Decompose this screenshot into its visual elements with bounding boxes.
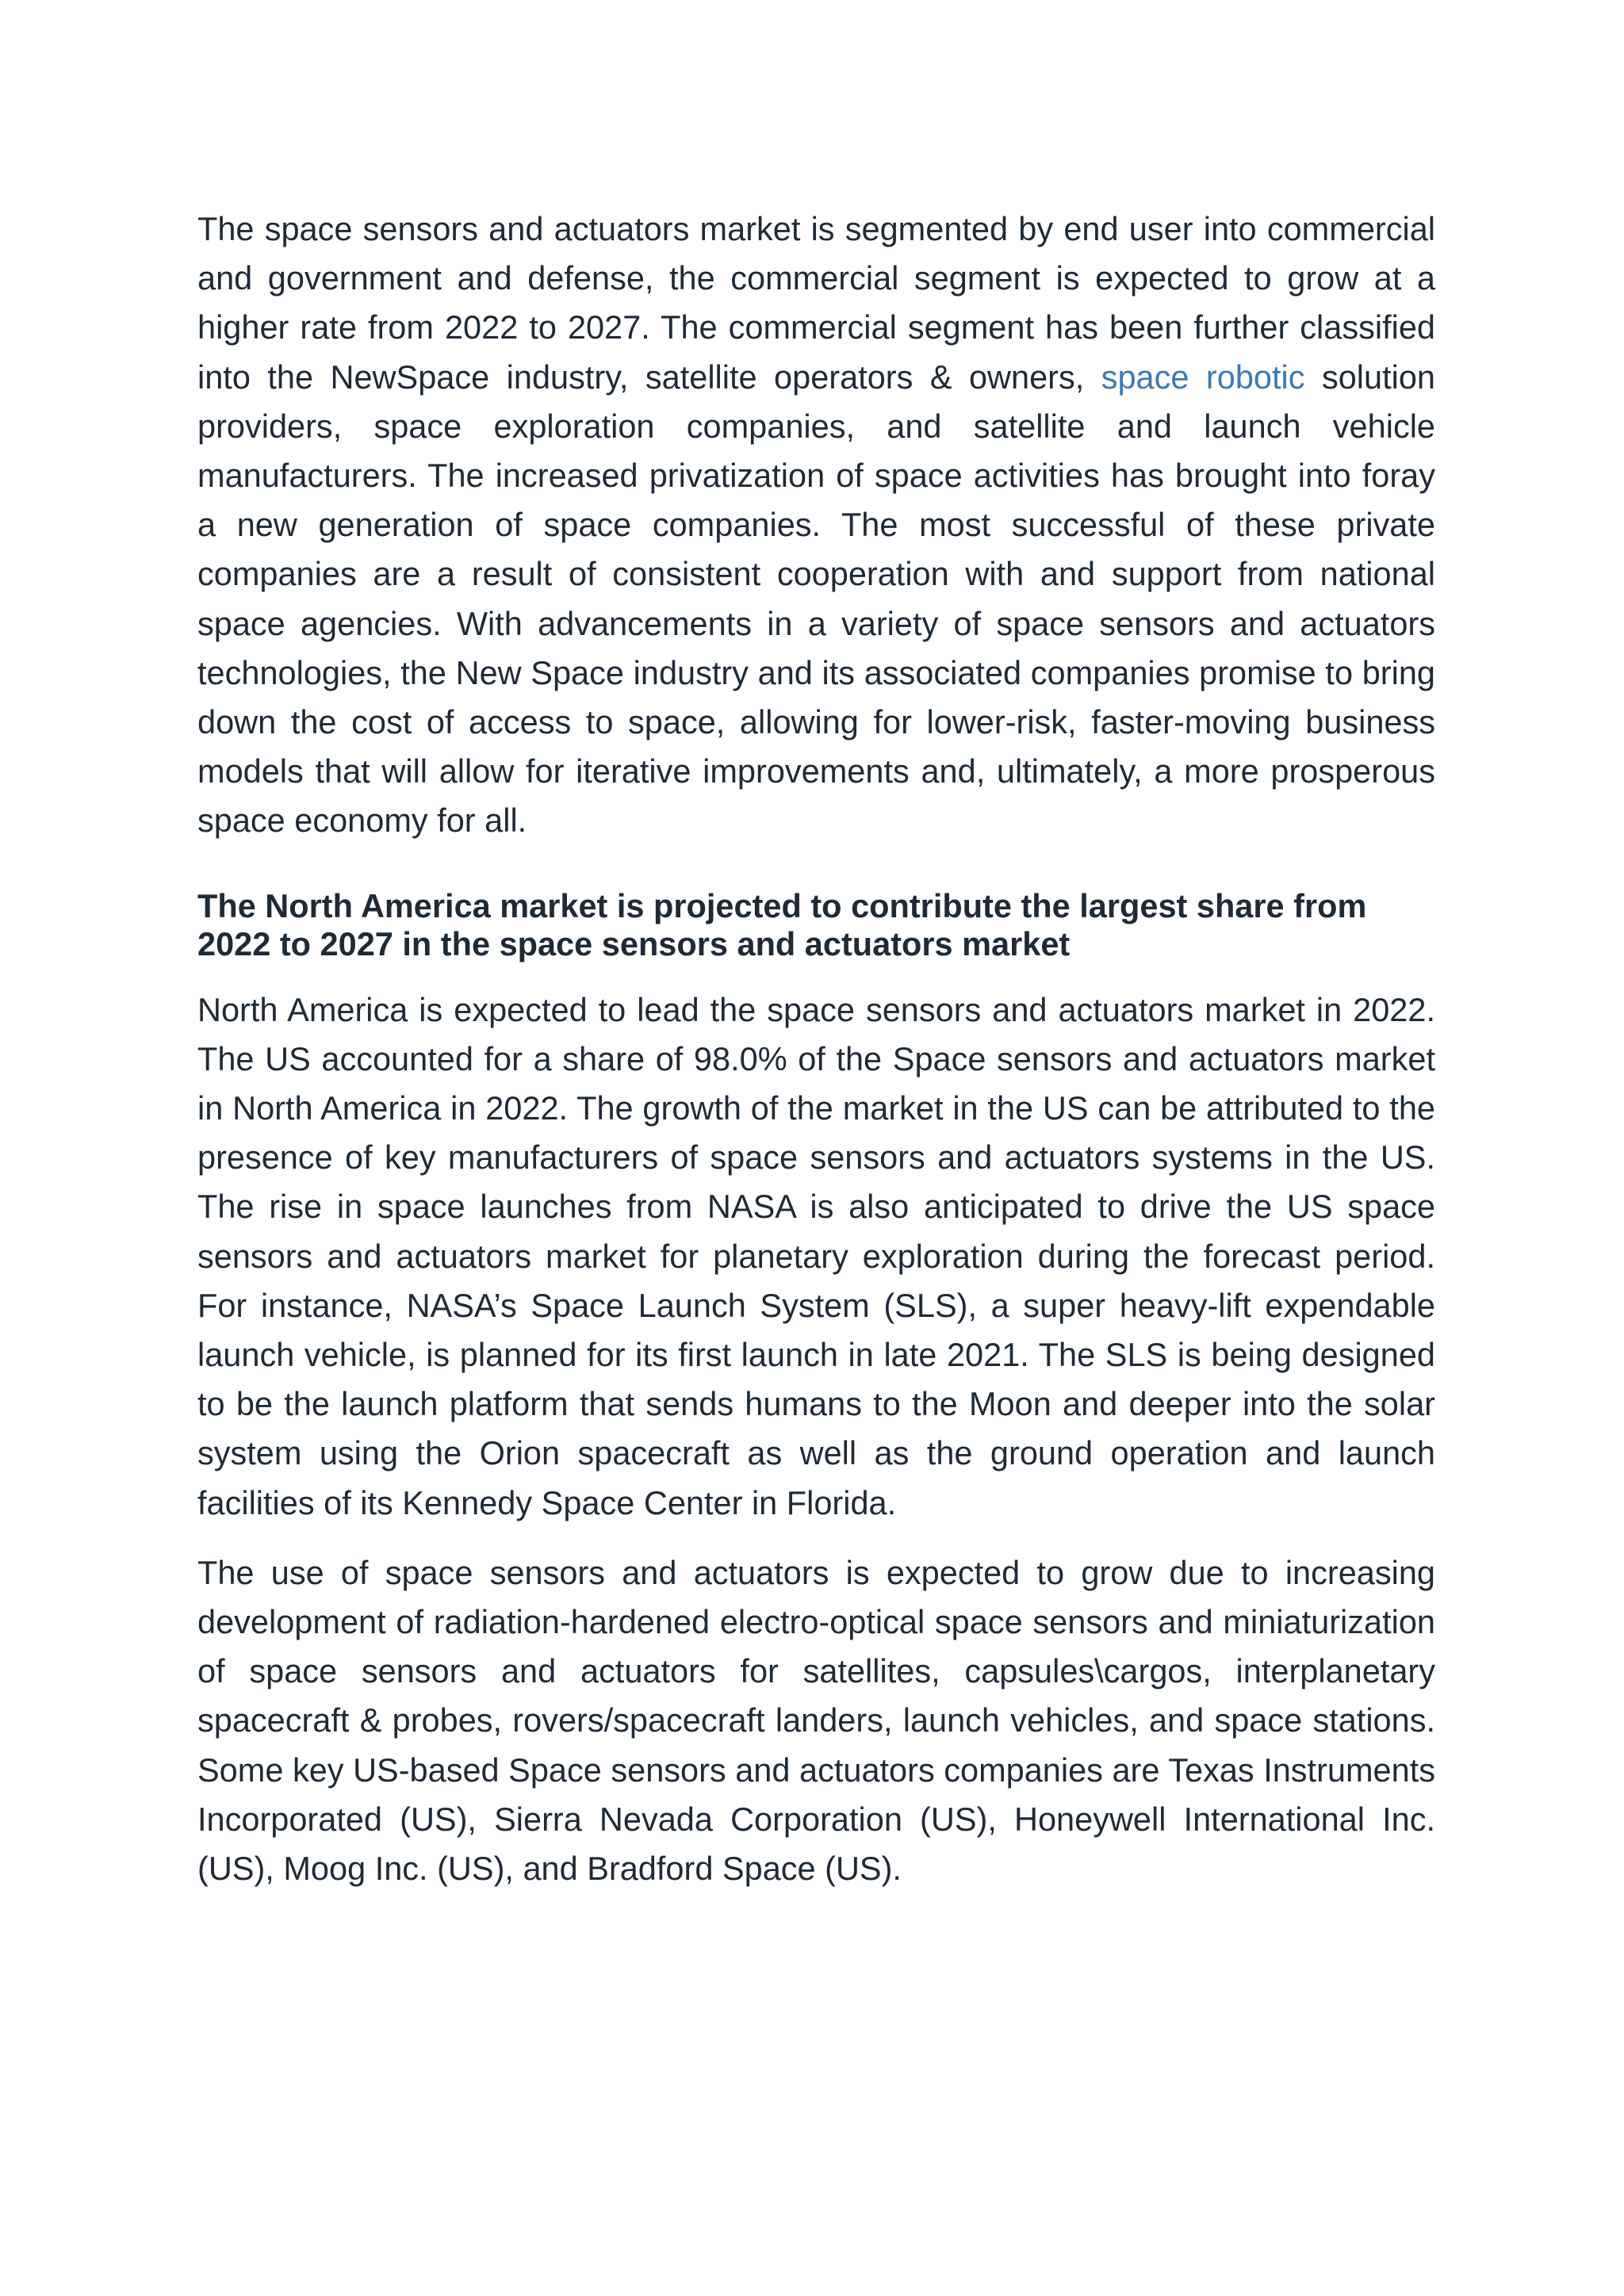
- paragraph-key-companies: The use of space sensors and actuators is expected to grow due to increasing development of radiation-hardened electro-optical space sensors and miniaturization of space sensors and actuators for satellites, capsules\cargos, interplanetary spacecraft & probes, rovers/spacecraft landers, launch vehicles, and space stations. Some key US-based Space sensors and actuators companies are Texas Instruments Incorporated (US), Sierra Nevada Corporation (US), Honeywell International Inc. (US), Moog Inc. (US), and Bradford Space (US).: [197, 1553, 1435, 1888]
- paragraph-end-user-segment: [197, 205, 1435, 846]
- section-heading-north-america: The North America market is projected to contribute the largest share from 2022 to 2027 in the space sensors and actuators market: [197, 886, 1367, 962]
- paragraph-text-before-link: The space sensors and actuators market is segmented by end user into commercial and government and defense, the commercial segment is expected to grow at a higher rate from 2022 to 2027. The commercial segment has been further classified into the NewSpace industry, satellite operators & owners,: [197, 210, 1435, 396]
- document-page: [197, 205, 1435, 1914]
- space-robotic-link[interactable]: space robotic: [1101, 358, 1305, 396]
- paragraph-north-america: North America is expected to lead the space sensors and actuators market in 2022. The US accounted for a share of 98.0% of the Space sensors and actuators market in North America in 2022. The growth of the market in the US can be attributed to the presence of key manufacturers of space sensors and actuators systems in the US. The rise in space launches from NASA is also anticipated to drive the US space sensors and actuators market for planetary exploration during the forecast period. For instance, NASA’s Space Launch System (SLS), a super heavy-lift expendable launch vehicle, is planned for its first launch in late 2021. The SLS is being designed to be the launch platform that sends humans to the Moon and deeper into the solar system using the Orion spacecraft as well as the ground operation and launch facilities of its Kennedy Space Center in Florida.: [197, 990, 1435, 1521]
- paragraph-text-after-link: solution providers, space exploration companies, and satellite and launch vehicle manufacturers. The increased privatization of space activities has brought into foray a new generation of space companies. The most successful of these private companies are a result of consistent cooperation with and support from national space agencies. With advancements in a variety of space sensors and actuators technologies, the New Space industry and its associated companies promise to bring down the cost of access to space, allowing for lower-risk, faster-moving business models that will allow for iterative improvements and, ultimately, a more prosperous space economy for all.: [197, 358, 1435, 840]
